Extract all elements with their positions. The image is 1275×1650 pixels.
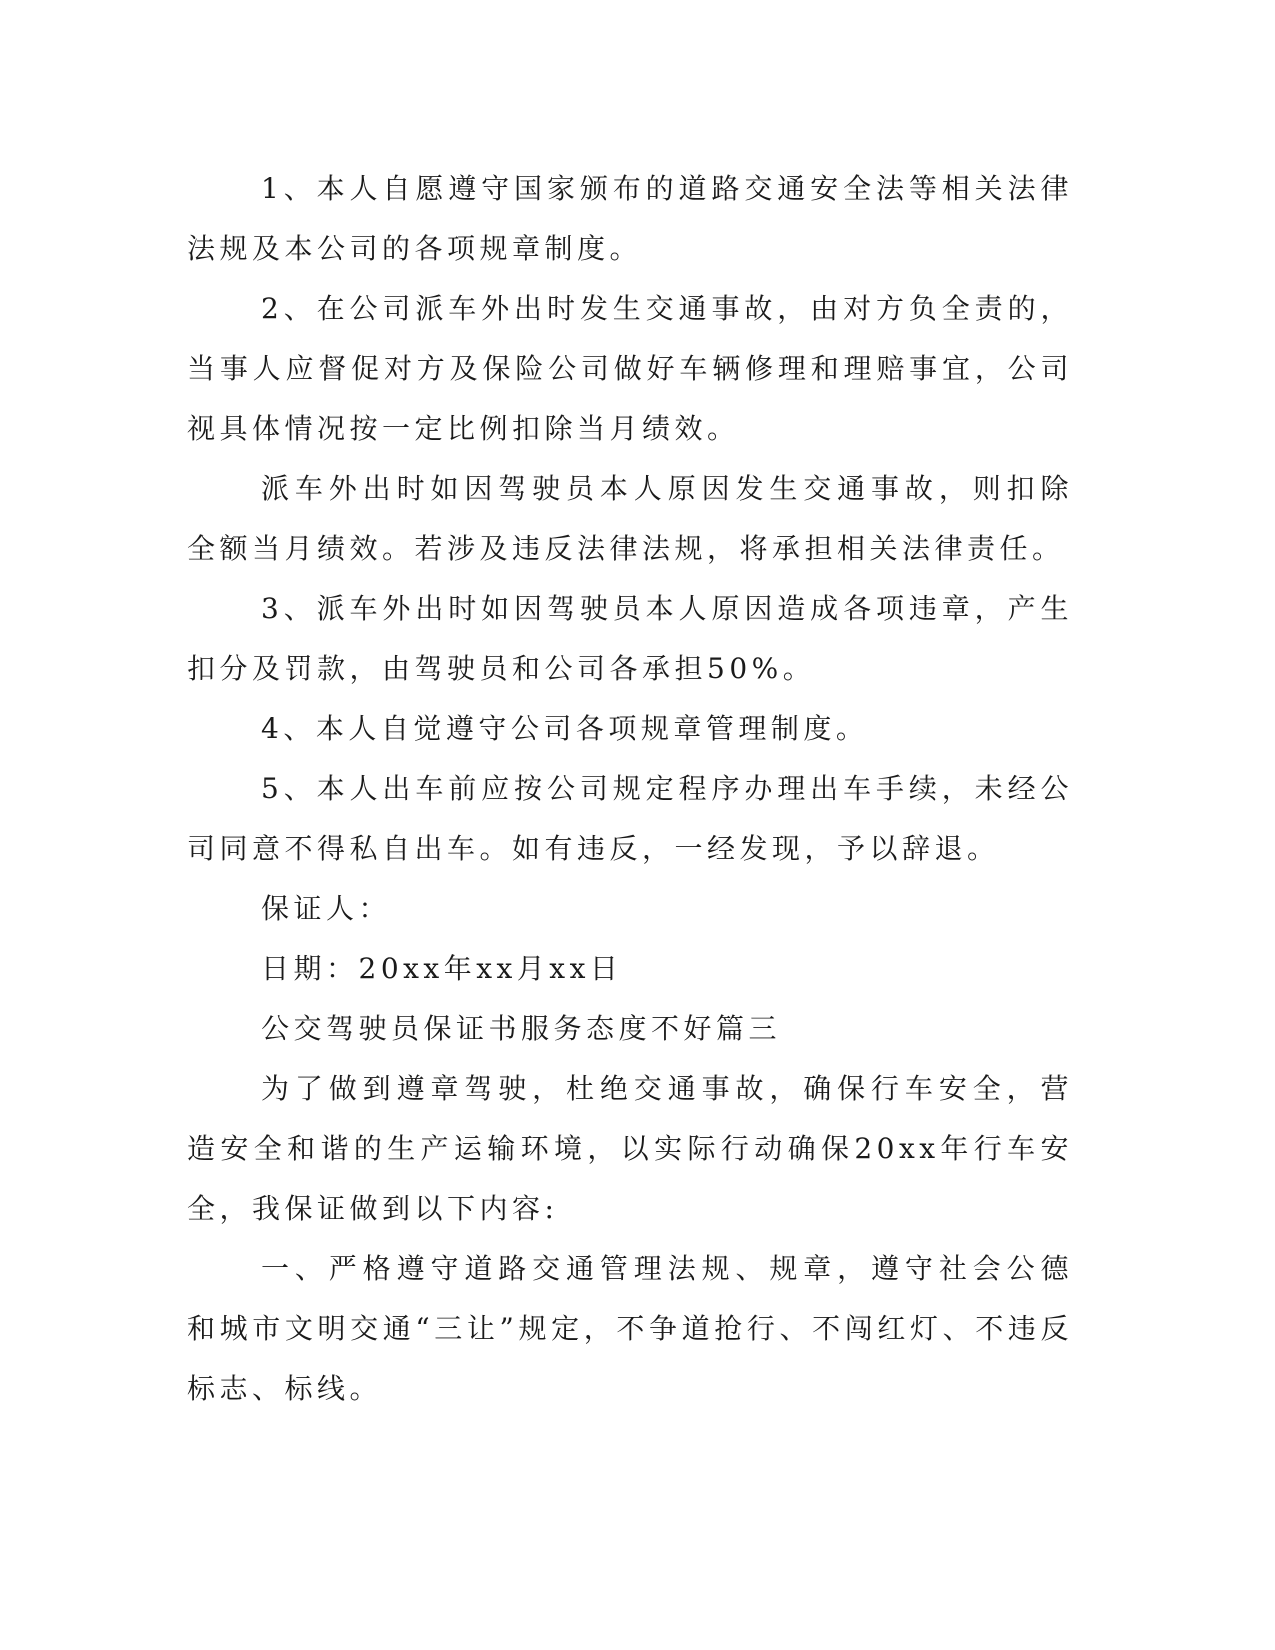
- guarantor-line: 保证人：: [261, 892, 392, 925]
- paragraph-rule-2-continued: 派车外出时如因驾驶员本人原因发生交通事故，则扣除全额当月绩效。若涉及违反法律法规，将承担相关法律责任。: [187, 472, 1073, 565]
- paragraph-rule-5: 5、本人出车前应按公司规定程序办理出车手续，未经公司同意不得私自出车。如有违反，一经发现，予以辞退。: [187, 772, 1073, 865]
- paragraph-rule-2: 2、在公司派车外出时发生交通事故，由对方负全责的，当事人应督促对方及保险公司做好车辆修理和理赔事宜，公司视具体情况按一定比例扣除当月绩效。: [187, 292, 1073, 445]
- document-body: [187, 159, 1073, 1419]
- section-item-1: 一、严格遵守道路交通管理法规、规章，遵守社会公德和城市文明交通“三让”规定，不争道抢行、不闯红灯、不违反标志、标线。: [187, 1252, 1073, 1405]
- paragraph-rule-4: 4、本人自觉遵守公司各项规章管理制度。: [261, 712, 869, 745]
- paragraph-rule-3: 3、派车外出时如因驾驶员本人原因造成各项违章，产生扣分及罚款，由驾驶员和公司各承担50%。: [187, 592, 1073, 685]
- section-heading: 公交驾驶员保证书服务态度不好篇三: [261, 1012, 782, 1045]
- section-intro: 为了做到遵章驾驶，杜绝交通事故，确保行车安全，营造安全和谐的生产运输环境，以实际行动确保20xx年行车安全，我保证做到以下内容:: [187, 1072, 1073, 1225]
- date-line: 日期：20xx年xx月xx日: [261, 952, 623, 985]
- paragraph-rule-1: 1、本人自愿遵守国家颁布的道路交通安全法等相关法律法规及本公司的各项规章制度。: [187, 172, 1073, 265]
